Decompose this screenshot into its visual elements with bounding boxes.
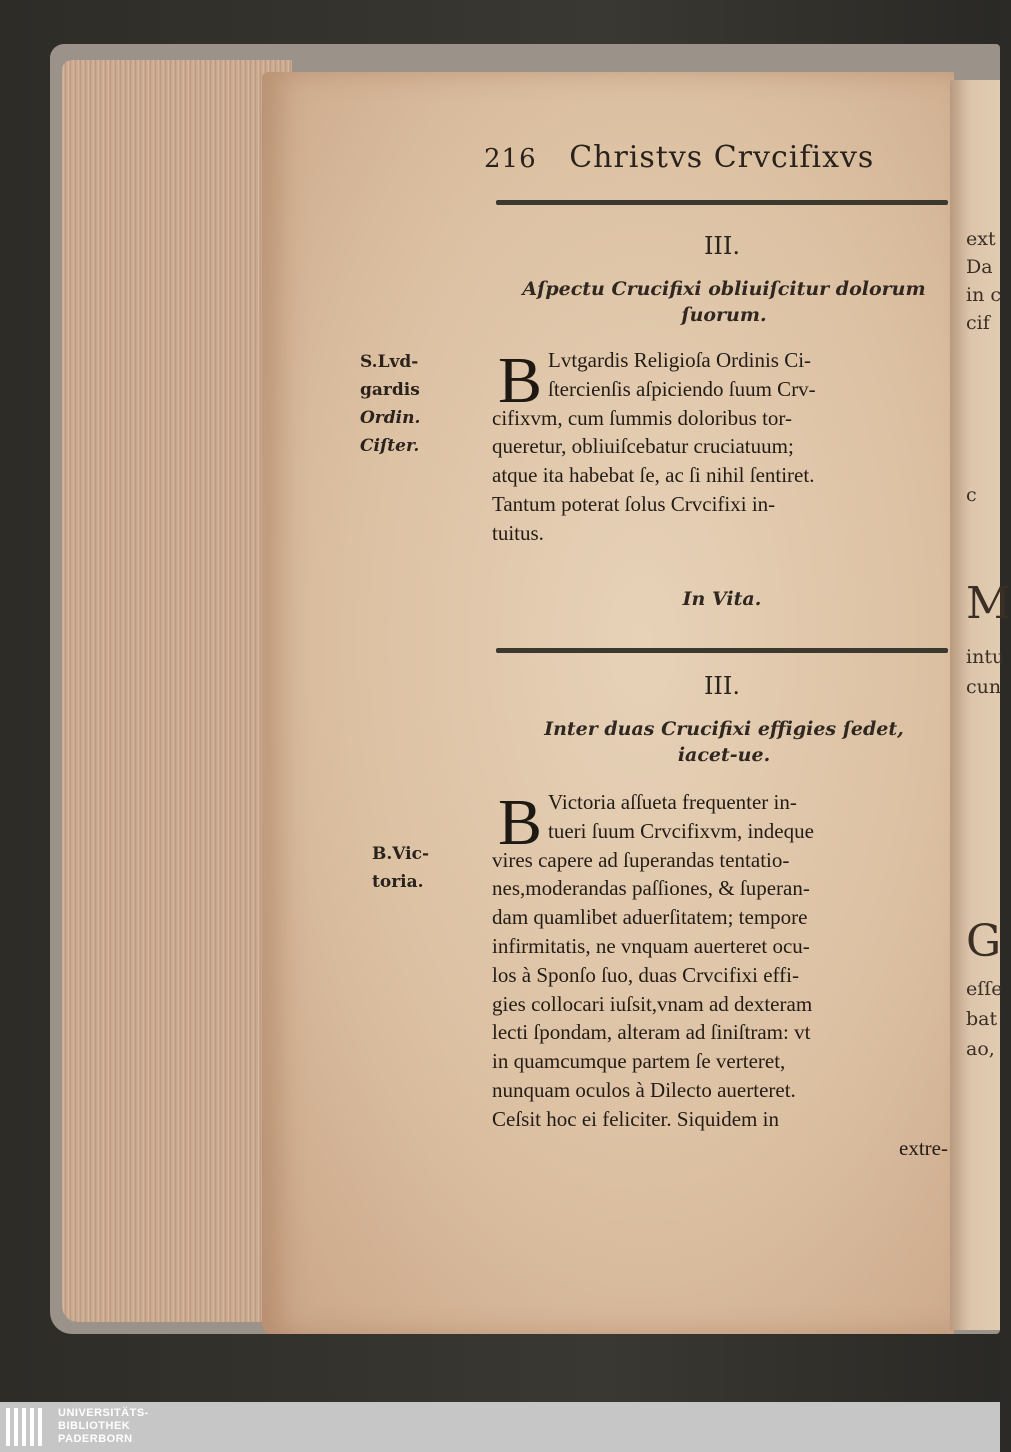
text-line: in quamcumque partem ſe verteret, <box>492 1049 786 1074</box>
next-page-fragment: G <box>966 916 1002 967</box>
header-rule <box>496 200 948 205</box>
margin-line: B.Vic- <box>372 844 430 864</box>
margin-line: Ordin. <box>360 408 421 428</box>
subtitle-line: iacet-ue. <box>677 744 771 766</box>
text-line: lecti ſpondam, alteram ad ſiniſtram: vt <box>492 1020 811 1045</box>
next-page-fragment: in c <box>966 284 1001 306</box>
section-subtitle <box>500 276 948 328</box>
subtitle-line: Inter duas Crucifixi effigies ſedet, <box>544 718 904 740</box>
text-line: gies collocari iuſsit,vnam ad dexteram <box>492 991 813 1016</box>
margin-line: toria. <box>372 872 424 892</box>
section-subtitle <box>500 716 948 768</box>
page-number: 216 <box>484 144 537 174</box>
page-block-edge <box>62 60 292 1322</box>
next-page-fragment: cun <box>966 676 1002 698</box>
margin-note <box>372 840 429 896</box>
text-line: cifixvm, cum ſummis doloribus tor- <box>492 405 792 430</box>
text-line: nes,moderandas paſſiones, & ſuperan- <box>492 876 810 901</box>
source-citation: In Vita. <box>682 588 762 610</box>
text-line: Tantum poterat ſolus Crvcifixi in- <box>492 491 776 516</box>
paragraph <box>492 788 954 1162</box>
section-number: III. <box>703 672 741 700</box>
text-line: nunquam oculos à Dilecto auerteret. <box>492 1077 796 1102</box>
subtitle-line: ſuorum. <box>681 304 767 326</box>
text-line: queretur, obliuiſcebatur cruciatuum; <box>492 434 794 459</box>
running-header <box>484 140 954 180</box>
drop-capital: B <box>498 786 543 859</box>
next-page-fragment: M <box>966 578 1011 629</box>
next-page-fragment: c <box>966 484 977 506</box>
library-footer <box>0 1402 1000 1452</box>
next-page-fragment: ext <box>966 228 996 250</box>
text-line: atque ita habebat ſe, ac ſi nihil ſentiret. <box>492 463 815 488</box>
text-line: los à Sponſo ſuo, duas Crvcifixi effi- <box>492 962 799 987</box>
text-line: Lvtgardis Religioſa Ordinis Ci- <box>548 348 812 372</box>
text-line: Ceſsit hoc ei feliciter. Siquidem in <box>492 1106 779 1131</box>
text-line: infirmitatis, ne vnquam auerteret ocu- <box>492 933 810 958</box>
next-page-fragment: intu <box>966 646 1005 668</box>
library-name <box>58 1407 149 1446</box>
library-logo-icon <box>6 1408 48 1446</box>
library-name-line: PADERBORN <box>58 1433 133 1445</box>
library-name-line: UNIVERSITÄTS- <box>58 1407 149 1419</box>
margin-line: S.Lvd- <box>360 352 419 372</box>
next-page-fragment: Da <box>966 256 993 278</box>
next-page-edge <box>950 80 1011 1330</box>
margin-line: Ciſter. <box>360 436 420 456</box>
running-title: Christvs Crvcifixvs <box>569 140 875 175</box>
text-line: tuitus. <box>492 520 544 545</box>
library-name-line: BIBLIOTHEK <box>58 1420 131 1432</box>
next-page-fragment: cif <box>966 312 990 334</box>
subtitle-line: Aſpectu Crucifixi obliuiſcitur dolorum <box>522 278 926 300</box>
next-page-fragment: ao, <box>966 1038 995 1060</box>
margin-note <box>360 348 420 460</box>
next-page-fragment: bat <box>966 1008 998 1030</box>
paragraph <box>492 346 954 548</box>
drop-capital: B <box>498 344 543 417</box>
next-page-fragment: eſſe <box>966 978 1003 1000</box>
text-line: tueri ſuum Crvcifixvm, indeque <box>548 818 814 843</box>
section-rule <box>496 648 948 653</box>
section-number: III. <box>703 232 741 260</box>
text-line: ſtercienſis aſpiciendo ſuum Crv- <box>548 376 816 401</box>
catchword: extre- <box>899 1135 948 1160</box>
text-line: dam quamlibet aduerſitatem; tempore <box>492 905 808 930</box>
margin-line: gardis <box>360 380 420 400</box>
text-line: vires capere ad ſuperandas tentatio- <box>492 847 790 872</box>
text-line: Victoria aſſueta frequenter in- <box>548 790 797 814</box>
